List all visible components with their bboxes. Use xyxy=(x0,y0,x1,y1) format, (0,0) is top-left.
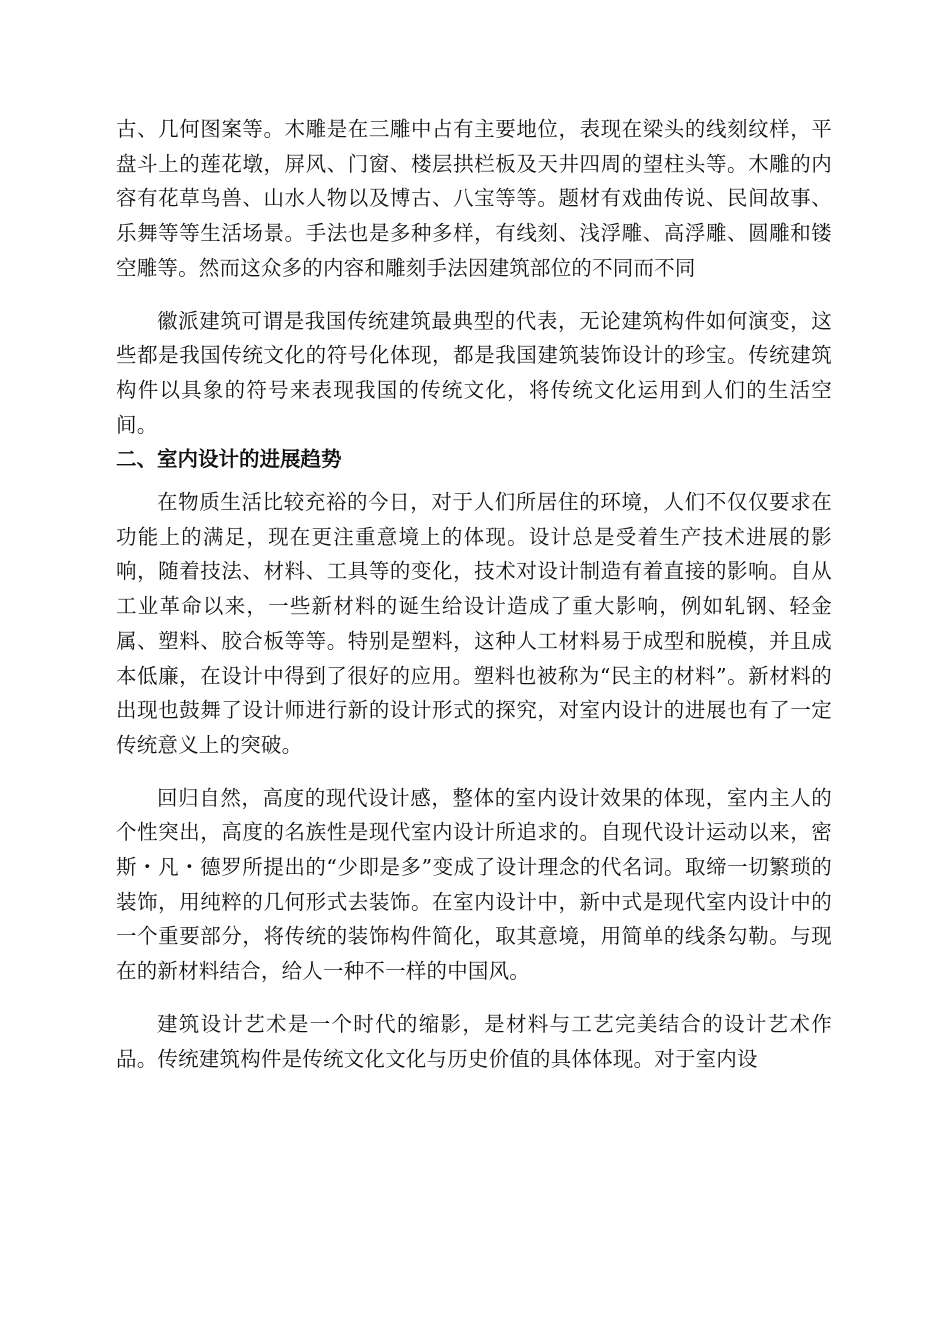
paragraph-huizhou-architecture: 徽派建筑可谓是我国传统建筑最典型的代表，无论建筑构件如何演变，这些都是我国传统文化的符号化体现，都是我国建筑装饰设计的珍宝。传统建筑构件以具象的符号来表现我国的传统文化，将传统文化运用到人们的生活空间。 xyxy=(116,308,832,437)
section-heading: 二、室内设计的进展趋势 xyxy=(116,447,342,472)
document-body xyxy=(116,112,832,1076)
paragraph-materials: 在物质生活比较充裕的今日，对于人们所居住的环境，人们不仅仅要求在功能上的满足，现在更注重意境上的体现。设计总是受着生产技术进展的影响，随着技法、材料、工具等的变化，技术对设计制造有着直接的影响。自从工业革命以来，一些新材料的诞生给设计造成了重大影响，例如轧钢、轻金属、塑料、胶合板等等。特别是塑料，这种人工材料易于成型和脱模，并且成本低廉，在设计中得到了很好的应用。塑料也被称为“民主的材料”。新材料的出现也鼓舞了设计师进行新的设计形式的探究，对室内设计的进展也有了一定传统意义上的突破。 xyxy=(116,490,832,757)
paragraph-design-art: 建筑设计艺术是一个时代的缩影，是材料与工艺完美结合的设计艺术作品。传统建筑构件是传统文化文化与历史价值的具体体现。对于室内设 xyxy=(116,1011,832,1071)
paragraph-modern-design: 回归自然，高度的现代设计感，整体的室内设计效果的体现，室内主人的个性突出，高度的名族性是现代室内设计所追求的。自现代设计运动以来，密斯・凡・德罗所提出的“少即是多”变成了设计理念的代名词。取缔一切繁琐的装饰，用纯粹的几何形式去装饰。在室内设计中，新中式是现代室内设计中的一个重要部分，将传统的装饰构件简化，取其意境，用简单的线条勾勒。与现在的新材料结合，给人一种不一样的中国风。 xyxy=(116,785,832,984)
paragraph-wood-carving: 古、几何图案等。木雕是在三雕中占有主要地位，表现在梁头的线刻纹样，平盘斗上的莲花墩，屏风、门窗、楼层拱栏板及天井四周的望柱头等。木雕的内容有花草鸟兽、山水人物以及博古、八宝等等。题材有戏曲传说、民间故事、乐舞等等生活场景。手法也是多种多样，有线刻、浅浮雕、高浮雕、圆雕和镂空雕等。然而这众多的内容和雕刻手法因建筑部位的不同而不同 xyxy=(116,117,832,280)
